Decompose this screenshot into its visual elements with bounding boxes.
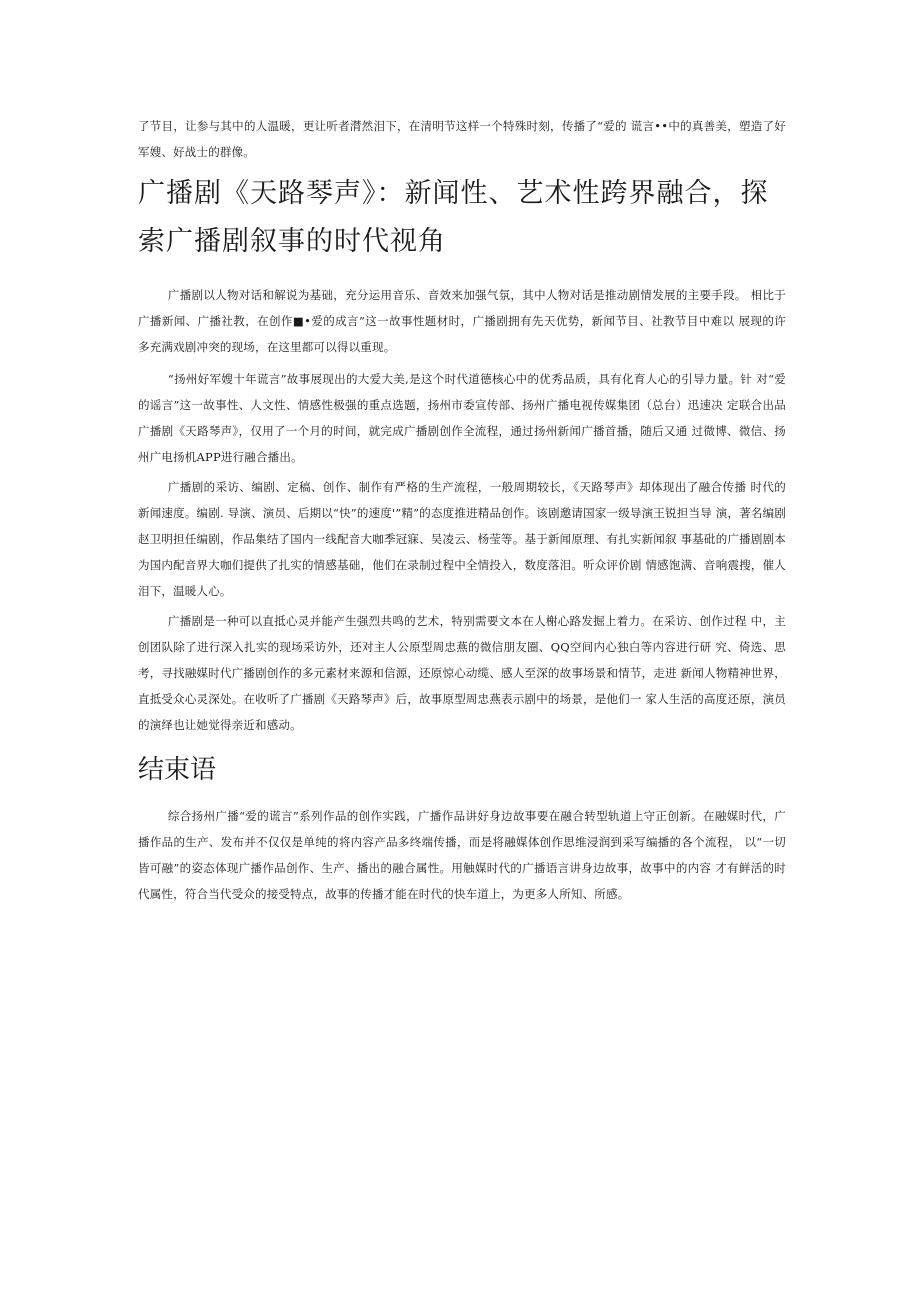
body-paragraph: 广播剧的采访、编剧、定稿、创作、制作有严格的生产流程，一般周期较长，《天路琴声》却体现出了融合传播 时代的新闻速度。编剧. 导演、演员、后期以“快”的速度'”精”的态度推进精品创作。该剧邀请国家一级导演王锐担当导 演，著名编剧赵卫明担任编剧，作品集结了国内一线配音大咖季冠寐、吴凌云、杨莹等。基于新闻原理、有扎实新闻叙 事基砒的广播剧剧本为国内配音界大咖们提供了扎实的情感基础，他们在录制过程中全情投入，数度落泪。听众评价剧 情感饱满、音响震搜，催人泪下，温暖人心。 [138,480,786,598]
body-paragraph: 广播剧以人物对话和解说为基础，充分运用音乐、音效来加强气氛，其中人物对话是推动剧情发展的主要手段。 相比于广播新闻、广播社教，在创作■•爱的成言”这一故事性题材时，广播剧拥有先天优势，新闻节目、社教节目中难以 展现的许多充满戏剧冲突的现场，在这里都可以得以重现。 [138,288,786,354]
body-paragraph: “扬州好军嫂十年谎言”故事展现出的大爱大美,是这个时代道德核心中的优秀品质，具有化育人心的引导力量。针 对“爱的谣言”这一故事性、人文性、情感性极强的重点选题，扬州市委宣传部、扬州广播电视传媒集团（总台）迅速决 定联合出品广播剧《天路琴声》，仅用了一个月的时间，就完成广播剧创作全流程，通过扬州新闻广播首播，随后又通 过微博、微信、扬州广电扬机APP进行融合播出。 [138,372,786,464]
body-paragraph: 广播剧是一种可以直抵心灵并能产生强烈共鸣的艺术，特别需要文本在人榭心路发掘上着力。在采访、创作过程 中，主创团队除了进行深入扎实的现场采访外，还对主人公原型周忠燕的微信朋友圈、QQ空间内心独白等内容进行研 究、倚选、思考，寻找融媒时代广播剧创作的多元素材来源和信源，还原惊心动缆、感人至深的故事场景和情节，走进 新闻人物精神世界，直抵受众心灵深处。在收听了广播剧《天路琴声》后，故事原型周忠燕表示剧中的场景，是他们一 家人生活的高度还原，演员的演绎也让她觉得亲近和感动。 [138,614,786,732]
section-heading-conclusion: 结束语 [138,755,217,785]
intro-paragraph: 了节目，让参与其中的人温暖，更让听者潸然泪下，在清明节这样一个特殊时刻，传播了“爱的 谎言••中的真善美，塑造了好军嫂、好战士的群像。 [138,119,786,159]
section-heading-radio-drama: 广播剧《天路琴声》：新闻性、艺术性跨界融合，探 索广播剧叙事的时代视角 [138,178,769,257]
body-paragraph: 综合扬州广播“爱的谎言”系列作品的创作实践，广播作品讲好身边故事要在融合转型轨道上守正创新。在融媒时代，广播作品的生产、发布并不仅仅是单纯的将内容产品多终端传播，而是将融媒体创作思维浸润到采写编播的各个流程， 以“一切皆可融”的姿态体现广播作品创作、生产、播出的融合属性。用触媒时代的广播语言讲身边故事，故事中的内容 才有鲜活的时代属性，符合当代受众的接受特点，故事的传播才能在时代的快车道上，为更多人所知、所感。 [138,809,786,901]
